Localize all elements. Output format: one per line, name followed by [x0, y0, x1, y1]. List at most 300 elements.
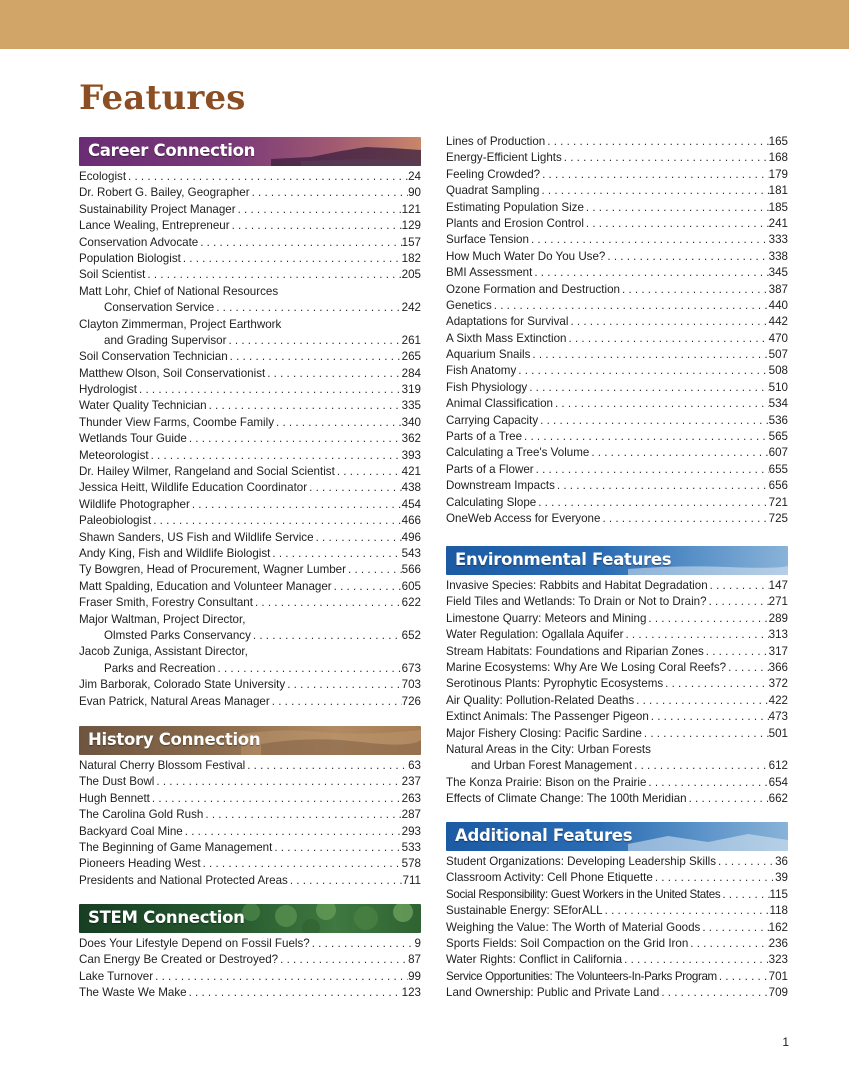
entry-page-number: 421 [401, 465, 421, 479]
toc-entry[interactable] [446, 726, 788, 742]
toc-entry[interactable] [79, 969, 421, 985]
stem-connection-heading: STEM Connection [88, 908, 245, 927]
toc-entry[interactable] [79, 398, 421, 414]
entry-page-number: 24 [408, 170, 421, 183]
dot-leader [726, 660, 769, 676]
dot-leader [190, 497, 402, 513]
toc-entry[interactable] [446, 200, 788, 216]
toc-entry[interactable] [446, 347, 788, 363]
toc-entry[interactable] [79, 595, 421, 611]
entry-page-number: 162 [768, 920, 788, 934]
entry-page-number: 168 [768, 151, 788, 165]
dot-leader [216, 661, 402, 677]
entry-title: Quadrat Sampling [446, 184, 540, 198]
entry-title: Plants and Erosion Control [446, 216, 584, 230]
entry-title: Pioneers Heading West [79, 857, 201, 871]
toc-entry[interactable] [79, 349, 421, 365]
dot-leader [181, 251, 402, 267]
entry-title: and Urban Forest Management [471, 759, 633, 773]
entry-page-number: 533 [401, 840, 421, 854]
entry-page-number: 466 [401, 514, 421, 528]
toc-entry[interactable] [446, 627, 788, 643]
entry-page-number: 362 [401, 432, 421, 446]
entry-page-number: 612 [768, 759, 788, 773]
entry-page-number: 165 [768, 135, 788, 148]
dot-leader [153, 969, 408, 985]
dot-leader [137, 382, 402, 398]
entry-page-number: 335 [401, 399, 421, 413]
entry-title: Dr. Hailey Wilmer, Rangeland and Social Scientist [79, 465, 335, 479]
entry-title: Hydrologist [79, 383, 137, 397]
additional-features-banner [446, 822, 788, 851]
top-accent-bar [0, 0, 849, 49]
entry-title: Limestone Quarry: Meteors and Mining [446, 611, 647, 625]
dot-leader [603, 903, 770, 919]
entry-title: Jessica Heitt, Wildlife Education Coordinator [79, 481, 308, 495]
entry-title: Service Opportunities: The Volunteers-In-Parks Program [446, 969, 717, 983]
dot-leader [536, 495, 768, 511]
dot-leader [538, 413, 769, 429]
dot-leader [183, 824, 402, 840]
dot-leader [649, 709, 769, 725]
entry-title: Soil Conservation Technician [79, 350, 228, 364]
entry-title-line: Jacob Zuniga, Assistant Director, [79, 645, 248, 659]
additional-features-heading: Additional Features [455, 826, 633, 845]
dot-leader [285, 677, 401, 693]
dot-leader [250, 185, 409, 201]
toc-entry[interactable] [446, 578, 788, 594]
toc-entry[interactable] [79, 952, 421, 968]
entry-title: Energy-Efficient Lights [446, 151, 562, 165]
toc-entry[interactable] [446, 660, 788, 676]
entry-page-number: 338 [768, 249, 788, 263]
dot-leader [346, 562, 402, 578]
dot-leader [605, 249, 768, 265]
dot-leader [653, 870, 775, 886]
environmental-features-banner [446, 546, 788, 575]
entry-title-line: Clayton Zimmerman, Project Earthwork [79, 317, 282, 331]
toc-entry[interactable] [446, 936, 788, 952]
toc-entry[interactable] [79, 513, 421, 529]
toc-entry[interactable] [446, 511, 788, 527]
dot-leader [245, 758, 408, 774]
toc-entry[interactable] [79, 235, 421, 251]
entry-page-number: 393 [401, 448, 421, 462]
toc-entry[interactable] [446, 887, 788, 903]
entry-page-number: 654 [768, 775, 788, 789]
entry-title: Classroom Activity: Cell Phone Etiquette [446, 871, 653, 885]
entry-title: Water Rights: Conflict in California [446, 953, 623, 967]
entry-title-line: Natural Areas in the City: Urban Forests [446, 742, 651, 756]
dot-leader [154, 774, 401, 790]
entry-title: Andy King, Fish and Wildlife Biologist [79, 546, 271, 560]
dot-leader [632, 758, 769, 774]
toc-entry[interactable] [79, 497, 421, 513]
entry-title: Adaptations for Survival [446, 315, 569, 329]
entry-page-number: 313 [768, 628, 788, 642]
entry-title: Genetics [446, 298, 492, 312]
dot-leader [716, 854, 775, 870]
entry-page-number: 422 [768, 693, 788, 707]
toc-entry[interactable] [446, 298, 788, 314]
entry-title-line: Major Waltman, Project Director, [79, 612, 246, 626]
dot-leader [207, 398, 402, 414]
entry-page-number: 496 [401, 530, 421, 544]
toc-entry[interactable] [446, 462, 788, 478]
entry-page-number: 534 [768, 397, 788, 411]
toc-entry[interactable] [446, 314, 788, 330]
dot-leader [265, 366, 401, 382]
dot-leader [203, 807, 401, 823]
entry-title: Aquarium Snails [446, 348, 531, 362]
dot-leader [704, 644, 769, 660]
dot-leader [539, 183, 768, 199]
entry-title: Paleobiologist [79, 514, 152, 528]
entry-title: and Grading Supervisor [104, 333, 227, 347]
dot-leader [534, 462, 769, 478]
toc-entry[interactable] [79, 873, 421, 889]
entry-title: Evan Patrick, Natural Areas Manager [79, 694, 270, 708]
entry-title: Ecologist [79, 170, 127, 183]
toc-entry[interactable] [446, 167, 788, 183]
dot-leader [516, 363, 768, 379]
toc-entry[interactable] [79, 431, 421, 447]
entry-page-number: 662 [768, 792, 788, 806]
entry-page-number: 605 [401, 579, 421, 593]
toc-entry[interactable] [79, 267, 421, 283]
toc-entry[interactable] [446, 150, 788, 166]
entry-title: BMI Assessment [446, 266, 533, 280]
toc-entry[interactable] [79, 774, 421, 790]
entry-title: Soil Scientist [79, 268, 146, 282]
dot-leader [310, 936, 415, 952]
dot-leader [335, 464, 402, 480]
toc-entry[interactable] [446, 429, 788, 445]
entry-title: Shawn Sanders, US Fish and Wildlife Service [79, 530, 314, 544]
entry-page-number: 90 [408, 186, 421, 200]
toc-entry[interactable] [446, 903, 788, 919]
entry-title: Natural Cherry Blossom Festival [79, 759, 246, 772]
entry-page-number: 319 [401, 383, 421, 397]
toc-entry[interactable] [446, 644, 788, 660]
entry-title: Serotinous Plants: Pyrophytic Ecosystems [446, 677, 664, 691]
entry-title: Water Regulation: Ogallala Aquifer [446, 628, 624, 642]
entry-title: Marine Ecosystems: Why Are We Losing Coral Reefs? [446, 660, 727, 674]
toc-entry[interactable] [79, 694, 421, 710]
entry-title: The Dust Bowl [79, 775, 155, 789]
toc-entry[interactable] [79, 824, 421, 840]
toc-entry[interactable] [446, 758, 788, 774]
entry-title: Invasive Species: Rabbits and Habitat Degradation [446, 579, 708, 592]
toc-entry[interactable] [79, 366, 421, 382]
entry-page-number: 711 [402, 873, 421, 887]
entry-page-number: 63 [408, 759, 421, 772]
toc-entry[interactable] [446, 249, 788, 265]
dot-leader [634, 693, 768, 709]
toc-entry[interactable] [446, 952, 788, 968]
entry-page-number: 508 [768, 364, 788, 378]
entry-page-number: 39 [775, 871, 788, 885]
toc-entry[interactable] [446, 611, 788, 627]
dot-leader [198, 235, 401, 251]
entry-page-number: 655 [768, 462, 788, 476]
dot-leader [253, 595, 402, 611]
toc-entry[interactable] [79, 480, 421, 496]
entry-page-number: 726 [401, 694, 421, 708]
entry-title: Fish Physiology [446, 380, 528, 394]
entry-page-number: 622 [401, 596, 421, 610]
toc-entry[interactable] [79, 791, 421, 807]
dot-leader [527, 380, 768, 396]
entry-title: Animal Classification [446, 397, 553, 411]
dot-leader [314, 530, 402, 546]
dot-leader [270, 546, 401, 562]
dot-leader [555, 478, 769, 494]
entry-page-number: 87 [408, 953, 421, 967]
entry-page-number: 507 [768, 348, 788, 362]
toc-entry[interactable] [79, 628, 421, 644]
toc-entry[interactable] [446, 495, 788, 511]
entry-page-number: 271 [768, 595, 788, 609]
entry-title: Feeling Crowded? [446, 167, 541, 181]
dot-leader [700, 920, 768, 936]
toc-entry[interactable] [446, 920, 788, 936]
toc-entry[interactable] [446, 413, 788, 429]
entry-page-number: 263 [401, 791, 421, 805]
entry-page-number: 387 [768, 282, 788, 296]
entry-page-number: 673 [401, 661, 421, 675]
entry-title: A Sixth Mass Extinction [446, 331, 567, 345]
history-connection-heading: History Connection [88, 730, 261, 749]
entry-title: Field Tiles and Wetlands: To Drain or Not to Drain? [446, 595, 707, 609]
entry-page-number: 287 [401, 808, 421, 822]
toc-entry[interactable] [446, 216, 788, 232]
entry-title: Extinct Animals: The Passenger Pigeon [446, 710, 649, 724]
entry-page-number: 652 [401, 628, 421, 642]
toc-entry[interactable] [79, 840, 421, 856]
entry-page-number: 182 [401, 251, 421, 265]
entry-page-number: 123 [401, 986, 421, 1000]
entry-page-number: 578 [401, 857, 421, 871]
entry-page-number: 501 [768, 726, 788, 740]
toc-entry[interactable] [446, 265, 788, 281]
toc-entry[interactable] [446, 594, 788, 610]
entry-title: Population Biologist [79, 251, 181, 265]
dot-leader [145, 267, 401, 283]
entry-page-number: 261 [401, 333, 421, 347]
toc-entry[interactable] [446, 445, 788, 461]
stem-connection-banner [79, 904, 421, 933]
toc-entry[interactable] [79, 936, 421, 952]
dot-leader [201, 856, 402, 872]
toc-entry[interactable] [79, 856, 421, 872]
dot-leader [568, 314, 768, 330]
toc-entry[interactable] [446, 709, 788, 725]
toc-entry[interactable] [79, 251, 421, 267]
entry-title: Parks and Recreation [104, 661, 216, 675]
entry-page-number: 317 [768, 644, 788, 658]
toc-entry[interactable] [446, 282, 788, 298]
dot-leader [272, 840, 401, 856]
entry-title: Can Energy Be Created or Destroyed? [79, 953, 279, 967]
dot-leader [584, 200, 769, 216]
page-number: 1 [782, 1035, 789, 1049]
dot-leader [623, 627, 768, 643]
toc-entry[interactable] [79, 807, 421, 823]
toc-entry[interactable] [79, 464, 421, 480]
dot-leader [332, 579, 402, 595]
toc-entry[interactable] [446, 693, 788, 709]
entry-page-number: 289 [768, 611, 788, 625]
dot-leader [589, 445, 768, 461]
dot-leader [522, 429, 769, 445]
dot-leader [530, 347, 768, 363]
toc-entry[interactable] [79, 677, 421, 693]
toc-entry[interactable] [79, 579, 421, 595]
dot-leader [642, 726, 769, 742]
toc-entry[interactable] [79, 300, 421, 316]
toc-entry[interactable] [446, 134, 788, 150]
toc-entry[interactable] [446, 331, 788, 347]
dot-leader [288, 873, 403, 889]
entry-title: OneWeb Access for Everyone [446, 511, 601, 525]
entry-title: Jim Barborak, Colorado State University [79, 678, 286, 692]
entry-page-number: 438 [401, 481, 421, 495]
dot-leader [620, 282, 769, 298]
dot-leader [150, 791, 402, 807]
dot-leader [529, 232, 769, 248]
forest-icon [231, 904, 421, 933]
toc-entry[interactable] [446, 775, 788, 791]
dot-leader [584, 216, 769, 232]
toc-entry[interactable] [446, 396, 788, 412]
toc-entry[interactable] [79, 415, 421, 431]
entry-title: Weighing the Value: The Worth of Material Goods [446, 920, 701, 934]
toc-entry[interactable] [446, 183, 788, 199]
entry-page-number: 237 [401, 775, 421, 789]
entry-title: Sustainable Energy: SEforALL [446, 904, 603, 918]
toc-entry[interactable] [79, 169, 421, 185]
toc-entry[interactable] [446, 478, 788, 494]
entry-page-number: 265 [401, 350, 421, 364]
entry-title: Lines of Production [446, 135, 546, 148]
entry-page-number: 323 [768, 953, 788, 967]
dot-leader [717, 969, 769, 985]
entry-title: Matt Spalding, Education and Volunteer Manager [79, 579, 332, 593]
entry-page-number: 656 [768, 479, 788, 493]
dot-leader [545, 134, 768, 150]
dot-leader [532, 265, 768, 281]
entry-page-number: 115 [769, 887, 788, 901]
entry-title: The Carolina Gold Rush [79, 808, 204, 822]
toc-entry[interactable] [446, 232, 788, 248]
entry-page-number: 565 [768, 430, 788, 444]
entry-title: Effects of Climate Change: The 100th Meridian [446, 792, 687, 806]
career-connection-list [79, 169, 421, 710]
entry-page-number: 284 [401, 366, 421, 380]
toc-entry[interactable] [79, 382, 421, 398]
stem-connection-list [79, 936, 421, 1002]
toc-entry[interactable] [79, 448, 421, 464]
entry-page-number: 536 [768, 413, 788, 427]
entry-page-number: 9 [414, 937, 421, 950]
dot-leader [646, 611, 768, 627]
entry-title: Downstream Impacts [446, 479, 555, 493]
entry-page-number: 701 [768, 969, 788, 983]
dot-leader [659, 985, 768, 1001]
entry-title: Parts of a Tree [446, 430, 523, 444]
history-connection-banner [79, 726, 421, 755]
entry-title: Does Your Lifestyle Depend on Fossil Fuels? [79, 937, 310, 950]
entry-title: Matthew Olson, Soil Conservationist [79, 366, 266, 380]
toc-entry[interactable] [446, 969, 788, 985]
entry-page-number: 607 [768, 446, 788, 460]
environmental-features-list [446, 578, 788, 807]
entry-title: Calculating Slope [446, 495, 537, 509]
toc-entry[interactable] [446, 854, 788, 870]
mountain-landscape-icon [271, 137, 421, 166]
entry-page-number: 205 [401, 268, 421, 282]
toc-entry[interactable] [79, 185, 421, 201]
entry-page-number: 345 [768, 266, 788, 280]
toc-entry[interactable] [446, 380, 788, 396]
dot-leader [688, 936, 768, 952]
entry-page-number: 510 [768, 380, 788, 394]
toc-entry[interactable] [79, 546, 421, 562]
entry-page-number: 703 [401, 678, 421, 692]
entry-page-number: 721 [768, 495, 788, 509]
entry-page-number: 333 [768, 233, 788, 247]
entry-title: The Waste We Make [79, 986, 187, 1000]
dot-leader [600, 511, 768, 527]
entry-title: Estimating Population Size [446, 200, 584, 214]
toc-entry[interactable] [79, 202, 421, 218]
dot-leader [687, 791, 769, 807]
entry-page-number: 241 [768, 216, 788, 230]
toc-entry[interactable] [79, 661, 421, 677]
entry-page-number: 442 [768, 315, 788, 329]
entry-page-number: 473 [768, 710, 788, 724]
toc-entry[interactable] [446, 363, 788, 379]
entry-page-number: 709 [768, 986, 788, 1000]
entry-page-number: 179 [768, 167, 788, 181]
entry-page-number: 440 [768, 298, 788, 312]
toc-entry[interactable] [79, 333, 421, 349]
toc-entry[interactable] [446, 985, 788, 1001]
entry-title: The Beginning of Game Management [79, 840, 273, 854]
entry-title: The Konza Prairie: Bison on the Prairie [446, 775, 647, 789]
dot-leader [214, 300, 401, 316]
entry-title: Thunder View Farms, Coombe Family [79, 415, 275, 429]
entry-page-number: 185 [768, 200, 788, 214]
entry-page-number: 372 [768, 677, 788, 691]
toc-entry[interactable] [446, 791, 788, 807]
dot-leader [228, 349, 402, 365]
toc-entry[interactable] [79, 562, 421, 578]
toc-entry[interactable] [79, 218, 421, 234]
entry-title: Land Ownership: Public and Private Land [446, 986, 660, 1000]
toc-entry[interactable] [446, 676, 788, 692]
career-connection-banner [79, 137, 421, 166]
dot-leader [236, 202, 402, 218]
toc-entry[interactable] [79, 758, 421, 774]
toc-entry[interactable] [446, 870, 788, 886]
toc-entry[interactable] [79, 985, 421, 1001]
page-title: Features [79, 78, 246, 118]
toc-entry[interactable] [79, 530, 421, 546]
entry-page-number: 36 [775, 855, 788, 868]
entry-title: Olmsted Parks Conservancy [104, 628, 251, 642]
